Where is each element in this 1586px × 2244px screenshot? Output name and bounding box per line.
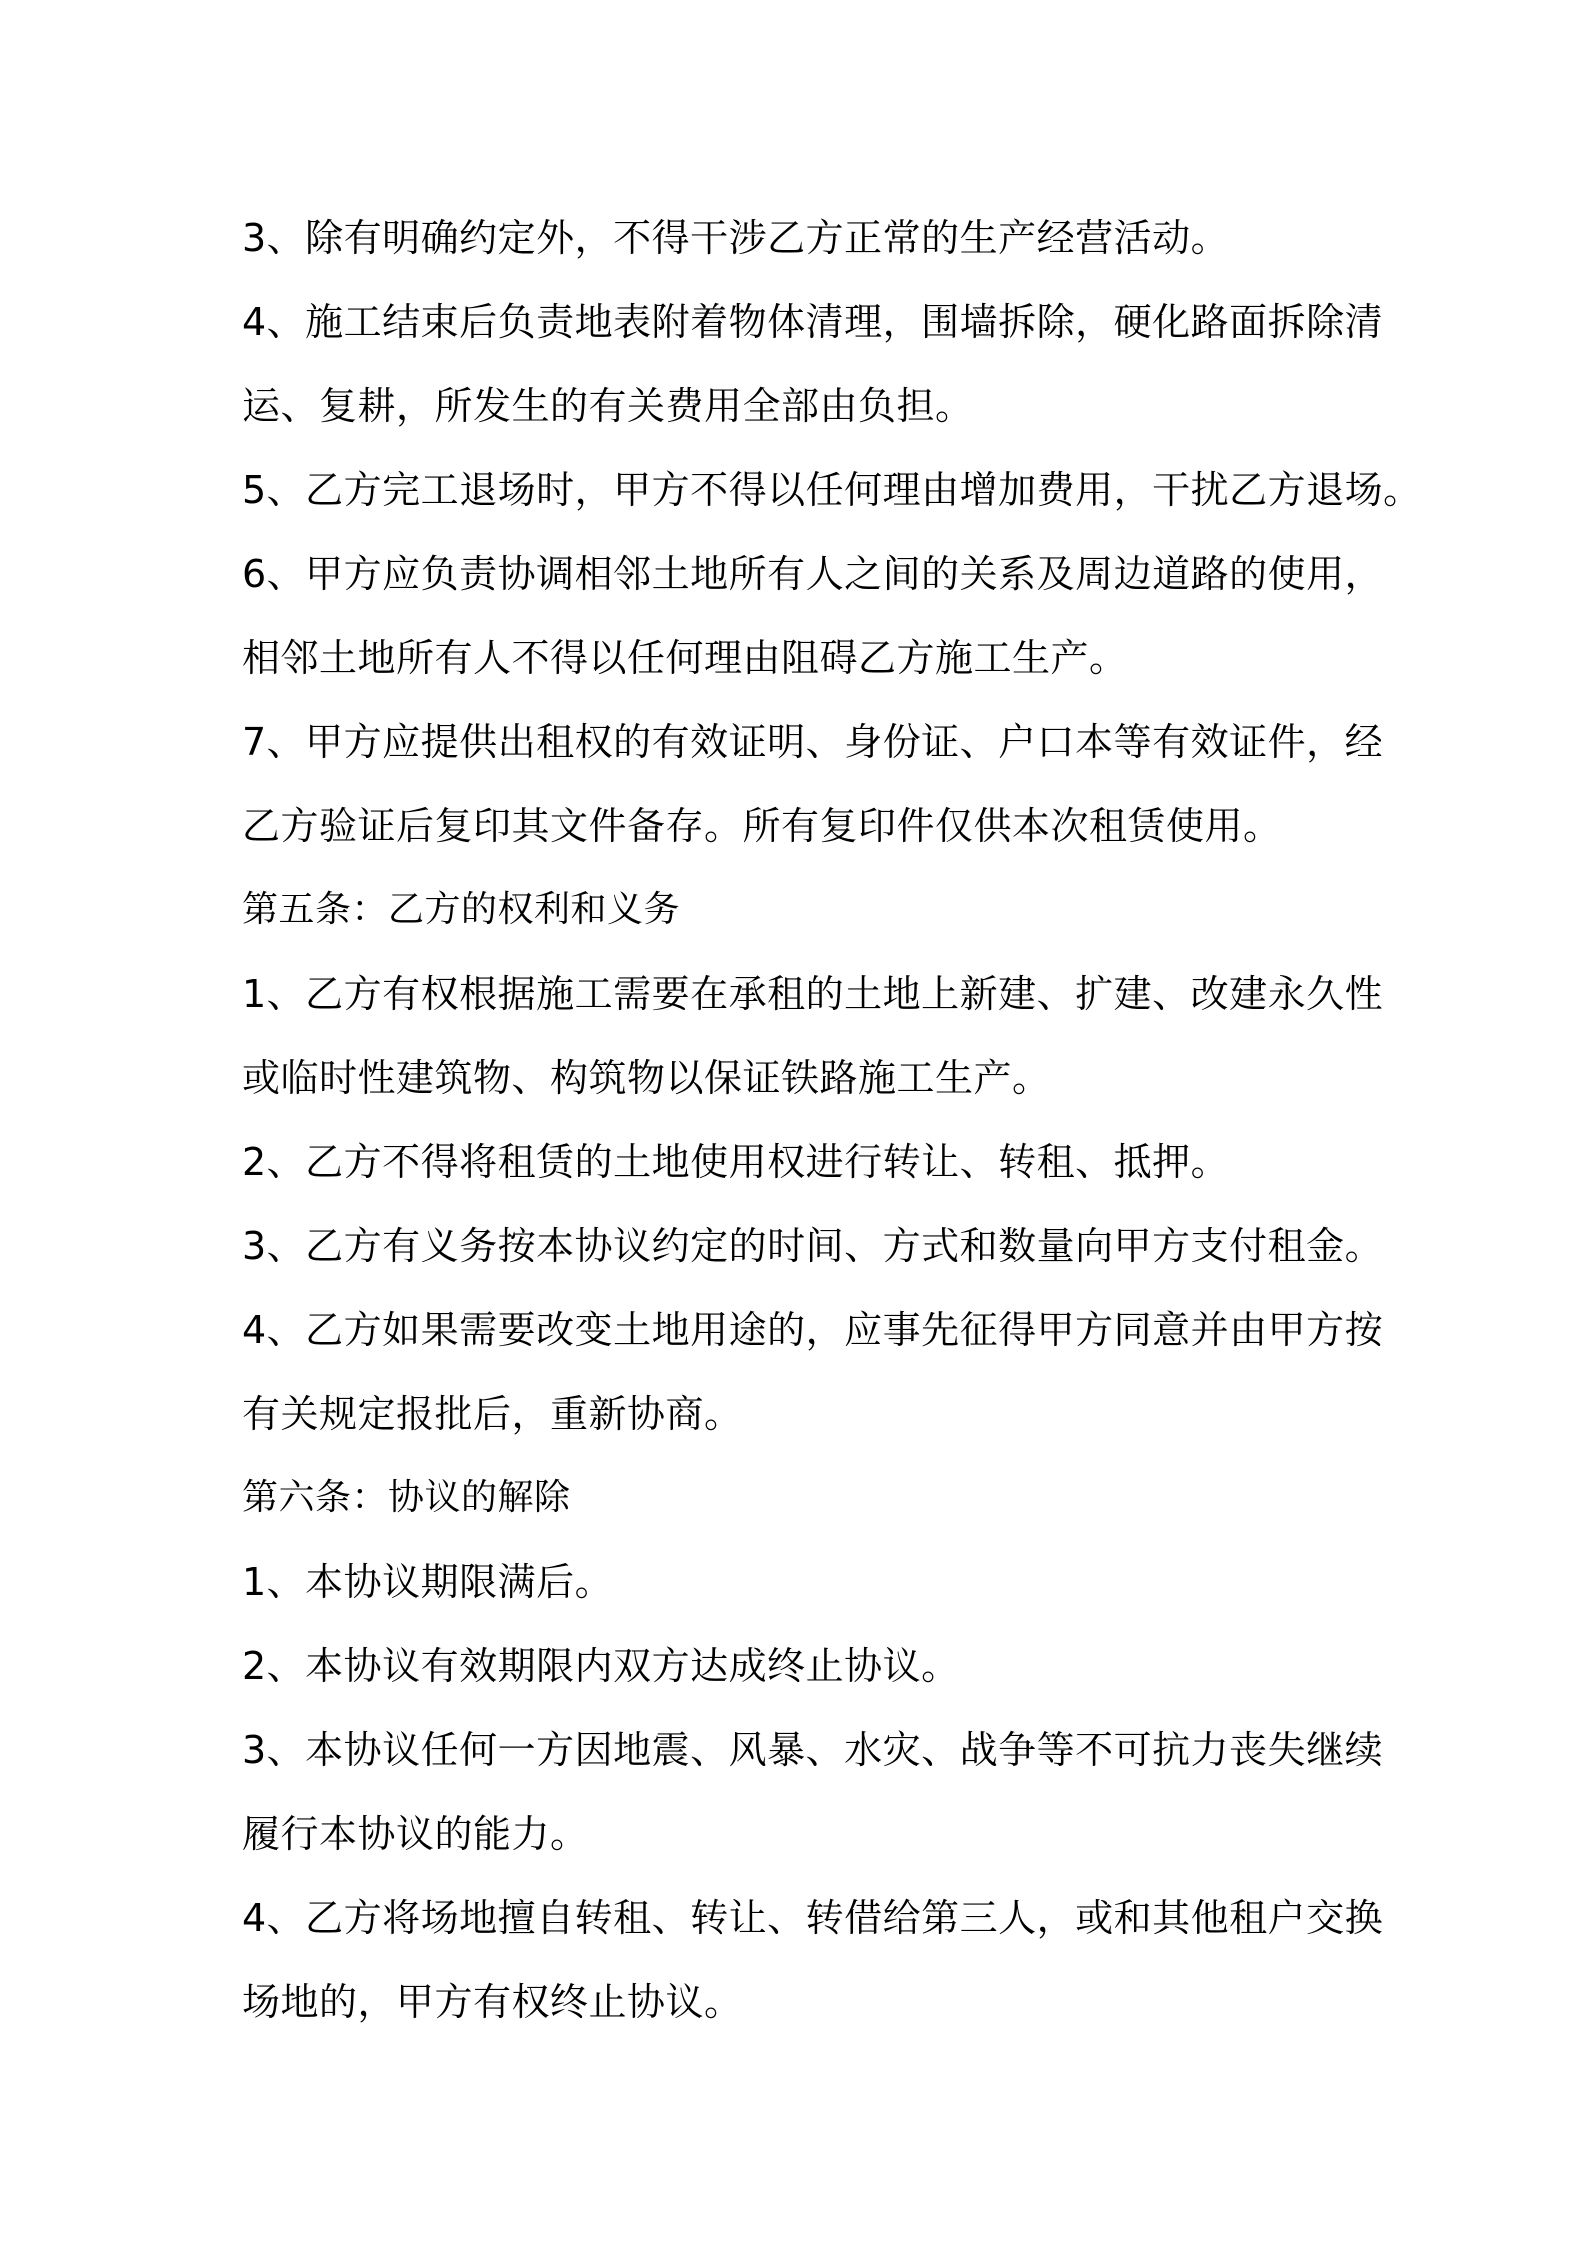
clause-text-line: 7、甲方应提供出租权的有效证明、身份证、户口本等有效证件，经 (242, 720, 1384, 764)
clause-text-line: 1、乙方有权根据施工需要在承租的土地上新建、扩建、改建永久性 (242, 972, 1384, 1016)
clause-text-line: 运、复耕，所发生的有关费用全部由负担。 (242, 384, 974, 428)
clause-text-line: 3、乙方有义务按本协议约定的时间、方式和数量向甲方支付租金。 (242, 1224, 1384, 1268)
clause-text-line: 或临时性建筑物、构筑物以保证铁路施工生产。 (242, 1056, 1051, 1100)
section-heading: 第五条：乙方的权利和义务 (242, 889, 681, 930)
clause-text-line: 乙方验证后复印其文件备存。所有复印件仅供本次租赁使用。 (242, 804, 1282, 848)
clause-text-line: 场地的，甲方有权终止协议。 (242, 1980, 743, 2024)
clause-text-line: 5、乙方完工退场时，甲方不得以任何理由增加费用，干扰乙方退场。 (242, 468, 1422, 512)
clause-text-line: 4、施工结束后负责地表附着物体清理，围墙拆除，硬化路面拆除清 (242, 300, 1384, 344)
clause-text-line: 4、乙方如果需要改变土地用途的，应事先征得甲方同意并由甲方按 (242, 1308, 1384, 1352)
clause-text-line: 3、除有明确约定外，不得干涉乙方正常的生产经营活动。 (242, 216, 1230, 260)
clause-text-line: 有关规定报批后，重新协商。 (242, 1392, 743, 1436)
clause-text-line: 3、本协议任何一方因地震、风暴、水灾、战争等不可抗力丧失继续 (242, 1728, 1384, 1772)
document-body (242, 196, 1422, 2044)
clause-text-line: 1、本协议期限满后。 (242, 1560, 614, 1604)
clause-text-line: 6、甲方应负责协调相邻土地所有人之间的关系及周边道路的使用， (242, 552, 1384, 596)
clause-text-line: 2、乙方不得将租赁的土地使用权进行转让、转租、抵押。 (242, 1140, 1230, 1184)
clause-text-line: 履行本协议的能力。 (242, 1812, 589, 1856)
clause-text-line: 2、本协议有效期限内双方达成终止协议。 (242, 1644, 960, 1688)
clause-text-line: 4、乙方将场地擅自转租、转让、转借给第三人，或和其他租户交换 (242, 1896, 1384, 1940)
section-heading: 第六条：协议的解除 (242, 1477, 571, 1518)
clause-text-line: 相邻土地所有人不得以任何理由阻碍乙方施工生产。 (242, 636, 1128, 680)
